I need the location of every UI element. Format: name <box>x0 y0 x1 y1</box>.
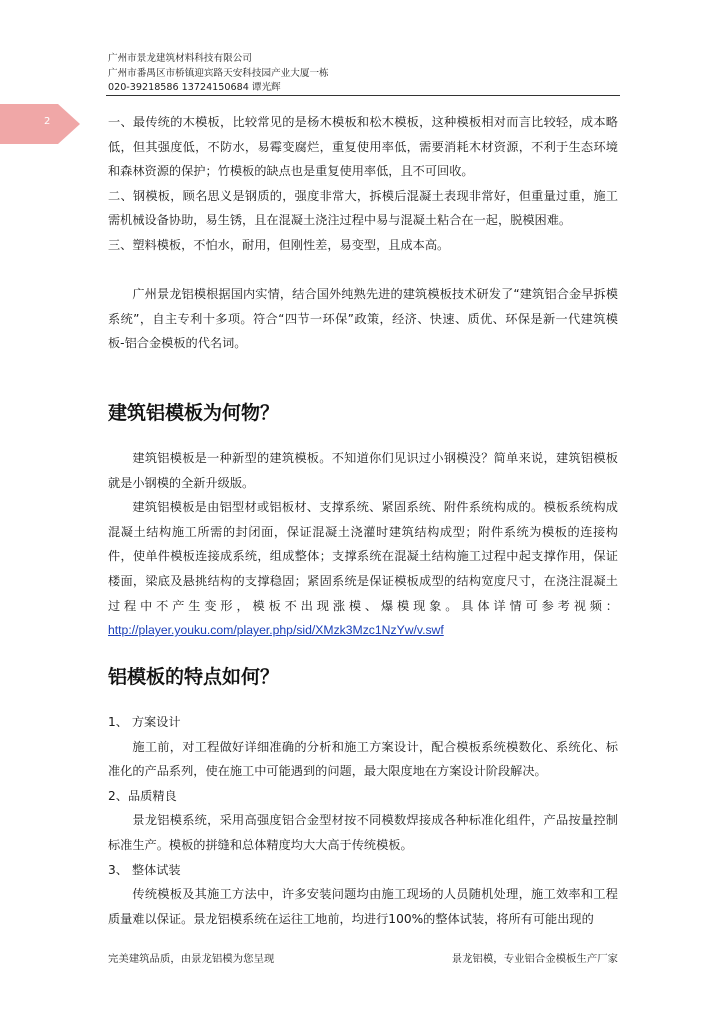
section1-paragraph-2 <box>108 495 618 643</box>
company-address: 广州市番禺区市桥镇迎宾路天安科技园产业大厦一栋 <box>108 67 329 79</box>
feature-heading-3: 3、 整体试装 <box>108 862 181 877</box>
intro-paragraph-4: 广州景龙铝模根据国内实情，结合国外纯熟先进的建筑模板技术研发了“建筑铝合金早拆模系统”，自主专利十多项。符合“四节一环保”政策，经济、快速、质优、环保是新一代建筑模板-铝合金模板的代名词。 <box>108 287 618 351</box>
video-link[interactable]: http://player.youku.com/player.php/sid/XMzk3Mzc1NzYw/v.swf <box>108 623 444 638</box>
footer-right: 景龙铝模，专业铝合金模板生产厂家 <box>451 953 618 965</box>
page-number-tab <box>0 104 58 144</box>
section-title-features: 铝模板的特点如何？ <box>108 666 280 688</box>
intro-paragraph-2: 二、钢模板，顾名思义是钢质的，强度非常大，拆模后混凝土表现非常好，但重量过重，施工需机械设备协助，易生锈，且在混凝土浇注过程中易与混凝土粘合在一起，脱模困难。 <box>108 188 618 228</box>
section1-paragraph-2-text: 建筑铝模板是由铝型材或铝板材、支撑系统、紧固系统、附件系统构成的。模板系统构成混凝土结构施工所需的封闭面，保证混凝土浇灌时建筑结构成型；附件系统为模板的连接构件，使单件模板连接成系统，组成整体；支撑系统在混凝土结构施工过程中起支撑作用，保证楼面，梁底及悬挑结构的支撑稳固；紧固系统是保证模板成型的结构宽度尺寸，在浇注混凝土过程中不产生变形，模板不出现涨模、爆模现象。具体详情可参考视频： <box>108 500 618 613</box>
intro-paragraph-3: 三、塑料模板，不怕水，耐用，但刚性差，易变型，且成本高。 <box>108 237 450 252</box>
section1-body <box>108 446 618 643</box>
page-header <box>108 52 329 96</box>
page-tab-arrow-icon <box>58 104 80 144</box>
company-name: 广州市景龙建筑材料科技有限公司 <box>108 53 252 64</box>
intro-block <box>108 110 618 258</box>
feature-body-2: 景龙铝模系统，采用高强度铝合金型材按不同模数焊接成各种标准化组件，产品按量控制标准生产。模板的拼缝和总体精度均大大高于传统模板。 <box>108 813 618 852</box>
feature-body-1: 施工前，对工程做好详细准确的分析和施工方案设计，配合模板系统模数化、系统化、标准化的产品系列，使在施工中可能遇到的问题，最大限度地在方案设计阶段解决。 <box>108 739 618 779</box>
feature-heading-1: 1、 方案设计 <box>108 715 181 729</box>
features-list <box>108 710 618 931</box>
footer-left: 完美建筑品质，由景龙铝模为您呈现 <box>108 953 275 965</box>
section1-paragraph-1: 建筑铝模板是一种新型的建筑模板。不知道你们见识过小钢模没？简单来说，建筑铝模板就是小钢模的全新升级版。 <box>108 451 618 490</box>
company-contact: 020-39218586 13724150684 谭光辉 <box>108 82 281 93</box>
page-number: 2 <box>44 116 51 127</box>
section-title-what-is: 建筑铝模板为何物？ <box>108 402 280 424</box>
header-divider <box>106 95 620 96</box>
intro-summary-block <box>108 282 618 356</box>
feature-heading-2: 2、品质精良 <box>108 788 177 803</box>
intro-paragraph-1: 一、最传统的木模板，比较常见的是杨木模板和松木模板，这种模板相对而言比较轻，成本略低，但其强度低，不防水，易霉变腐烂，重复使用率低，需要消耗木材资源，不利于生态环境和森林资源的保护；竹模板的缺点也是重复使用率低，且不可回收。 <box>108 115 618 179</box>
feature-body-3: 传统模板及其施工方法中，许多安装问题均由施工现场的人员随机处理，施工效率和工程质量难以保证。景龙铝模系统在运往工地前，均进行100%的整体试装，将所有可能出现的 <box>108 887 618 926</box>
